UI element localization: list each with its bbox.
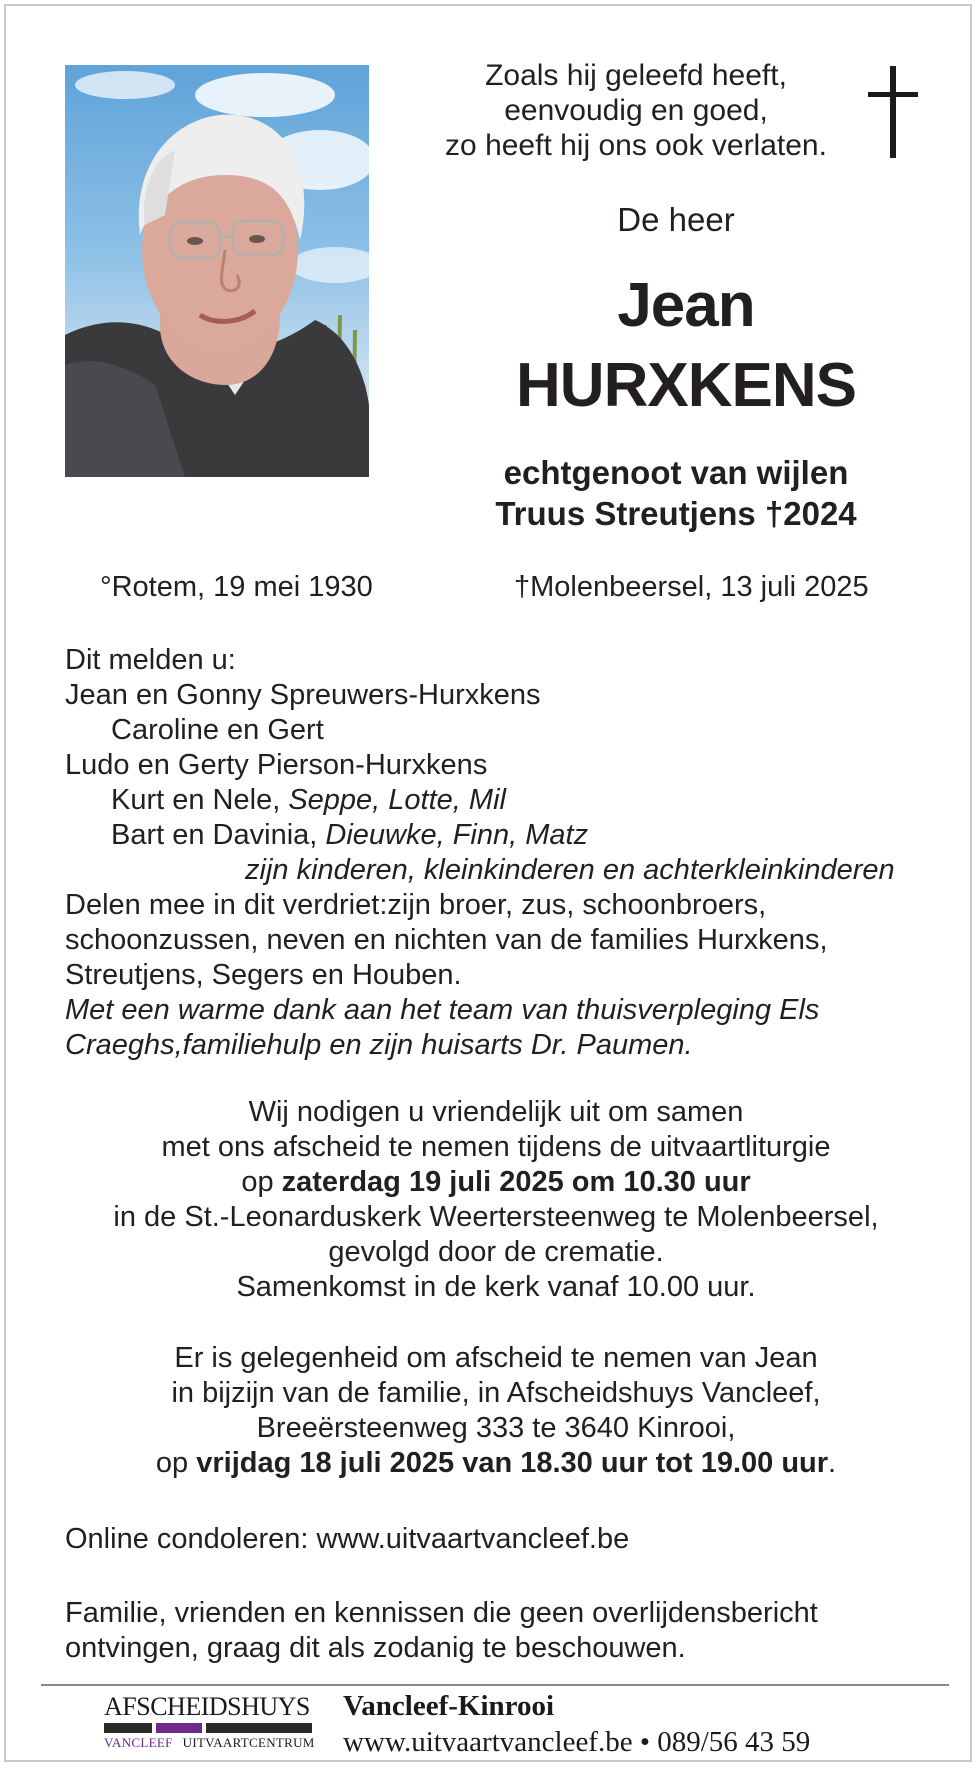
announcement-intro: Dit melden u: xyxy=(65,644,236,676)
funeral-date-prefix: op xyxy=(241,1166,282,1198)
farewell-date: vrijdag 18 juli 2025 van 18.30 uur tot 19.00 uur xyxy=(196,1447,829,1479)
obituary-card xyxy=(4,4,972,1762)
family-line: Jean en Gonny Spreuwers-Hurxkens xyxy=(65,679,541,711)
first-name: Jean xyxy=(617,271,755,340)
family-couple: Bart en Davinia, xyxy=(111,819,326,851)
funeral-line: met ons afscheid te nemen tijdens de uitvaartliturgie xyxy=(161,1131,831,1163)
funeral-home-logo xyxy=(104,1692,315,1751)
thanks-line: Met een warme dank aan het team van thuisverpleging Els xyxy=(65,994,820,1026)
portrait-photo xyxy=(65,65,369,477)
honorific: De heer xyxy=(617,201,735,238)
poem-line: Zoals hij geleefd heeft, xyxy=(485,59,787,92)
logo-wordmark: AFSCHEIDSHUYS xyxy=(104,1692,310,1721)
farewell-date-suffix: . xyxy=(828,1447,837,1479)
announcement xyxy=(65,643,945,1063)
firm-contact: www.uitvaartvancleef.be • 089/56 43 59 xyxy=(343,1726,811,1758)
farewell-date-line xyxy=(46,1446,946,1481)
spouse-line: echtgenoot van wijlen xyxy=(503,454,849,491)
farewell-line: in bijzijn van de familie, in Afscheidshuys Vancleef, xyxy=(171,1377,821,1409)
birth-date: °Rotem, 19 mei 1930 xyxy=(100,571,373,603)
family-line: Caroline en Gert xyxy=(111,714,324,746)
closing-line: ontvingen, graag dit als zodanig te beschouwen. xyxy=(65,1632,686,1664)
footer-divider xyxy=(41,1684,949,1686)
funeral-line: Samenkomst in de kerk vanaf 10.00 uur. xyxy=(236,1271,756,1303)
funeral-date: zaterdag 19 juli 2025 om 10.30 uur xyxy=(281,1166,751,1198)
death-date: †Molenbeersel, 13 juli 2025 xyxy=(514,571,869,603)
family-children: Dieuwke, Finn, Matz xyxy=(325,819,589,851)
poem xyxy=(386,58,886,163)
logo-subline xyxy=(104,1735,315,1751)
announcement-line: Streutjens, Segers en Houben. xyxy=(65,959,462,991)
spouse-line: Truus Streutjens †2024 xyxy=(495,495,857,532)
latin-cross-icon xyxy=(868,66,918,158)
funeral-line: in de St.-Leonarduskerk Weertersteenweg te Molenbeersel, xyxy=(113,1201,879,1233)
firm-name: Vancleef-Kinrooi xyxy=(343,1690,555,1722)
thanks-line: Craeghs,familiehulp en zijn huisarts Dr. Paumen. xyxy=(65,1029,693,1061)
logo-color-bar xyxy=(104,1723,312,1733)
family-children: Seppe, Lotte, Mil xyxy=(288,784,506,816)
relationship-caption: zijn kinderen, kleinkinderen en achterkleinkinderen xyxy=(245,854,895,886)
last-name: HURXKENS xyxy=(516,351,856,420)
poem-line: zo heeft hij ons ook verlaten. xyxy=(445,129,827,162)
announcement-line: schoonzussen, neven en nichten van de families Hurxkens, xyxy=(65,924,828,956)
farewell-visit xyxy=(46,1341,946,1481)
funeral-line: Wij nodigen u vriendelijk uit om samen xyxy=(248,1096,744,1128)
closing-line: Familie, vrienden en kennissen die geen overlijdensbericht xyxy=(65,1597,818,1629)
farewell-line: Breeërsteenweg 333 te 3640 Kinrooi, xyxy=(256,1412,736,1444)
farewell-line: Er is gelegenheid om afscheid te nemen van Jean xyxy=(174,1342,818,1374)
spouse-info xyxy=(426,452,926,534)
funeral-date-line xyxy=(46,1165,946,1200)
logo-sub-left: VANCLEEF xyxy=(104,1735,173,1750)
funeral-line: gevolgd door de crematie. xyxy=(328,1236,664,1268)
funeral-invitation xyxy=(46,1095,946,1305)
poem-line: eenvoudig en goed, xyxy=(504,94,768,127)
logo-sub-right: UITVAARTCENTRUM xyxy=(182,1735,315,1750)
family-couple: Kurt en Nele, xyxy=(111,784,289,816)
closing-note xyxy=(65,1596,945,1666)
family-line xyxy=(65,783,945,818)
family-line: Ludo en Gerty Pierson-Hurxkens xyxy=(65,749,488,781)
farewell-date-prefix: op xyxy=(155,1447,197,1479)
online-condolences: Online condoleren: www.uitvaartvancleef.be xyxy=(65,1523,630,1555)
family-line xyxy=(65,818,945,853)
announcement-line: Delen mee in dit verdriet:zijn broer, zus, schoonbroers, xyxy=(65,889,767,921)
